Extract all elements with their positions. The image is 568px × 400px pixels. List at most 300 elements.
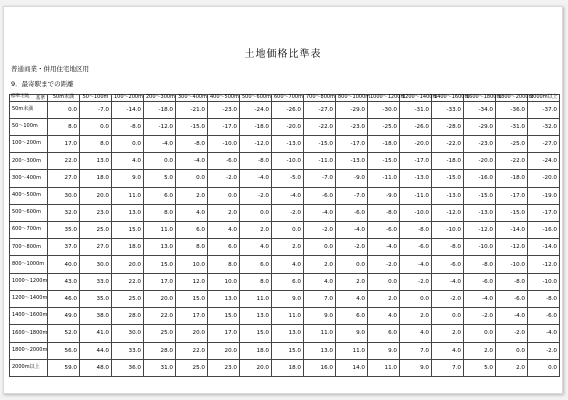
table-cell: 0.0	[48, 101, 80, 118]
table-cell: -31.0	[400, 101, 432, 118]
table-cell: -36.0	[496, 101, 528, 118]
table-cell: 23.0	[80, 204, 112, 221]
table-cell: 7.0	[304, 290, 336, 307]
row-header: 500～600m	[10, 204, 48, 221]
table-cell: -14.0	[528, 239, 560, 256]
table-cell: 0.0	[368, 273, 400, 290]
table-cell: 9.0	[272, 290, 304, 307]
table-cell: -13.0	[336, 153, 368, 170]
table-cell: -16.0	[528, 222, 560, 239]
column-header: 600～700m	[272, 95, 304, 102]
table-cell: 20.0	[240, 359, 272, 376]
table-cell: -10.0	[432, 222, 464, 239]
table-cell: -22.0	[304, 118, 336, 135]
column-header: 200～300m	[144, 95, 176, 102]
table-row	[10, 170, 560, 187]
column-header: 2000m以上	[528, 95, 560, 102]
table-cell: -17.0	[496, 187, 528, 204]
corner-label-top: 基準	[35, 96, 45, 101]
table-cell: 7.0	[432, 359, 464, 376]
table-cell: 4.0	[208, 222, 240, 239]
table-cell: 36.0	[112, 359, 144, 376]
table-cell: -8.0	[176, 135, 208, 152]
table-cell: -15.0	[368, 153, 400, 170]
table-cell: -18.0	[240, 118, 272, 135]
table-cell: -30.0	[368, 101, 400, 118]
table-cell: 11.0	[272, 308, 304, 325]
table-cell: 8.0	[48, 118, 80, 135]
table-cell: 4.0	[240, 239, 272, 256]
table-cell: 13.0	[240, 308, 272, 325]
table-cell: -20.0	[464, 153, 496, 170]
section-heading: 9．最寄駅までの距離	[11, 80, 74, 88]
table-cell: 11.0	[368, 359, 400, 376]
table-cell: -20.0	[400, 135, 432, 152]
table-cell: 40.0	[48, 256, 80, 273]
table-row	[10, 256, 560, 273]
table-cell: 0.0	[464, 325, 496, 342]
table-cell: 33.0	[80, 273, 112, 290]
table-cell: 22.0	[176, 342, 208, 359]
table-cell: 0.0	[272, 222, 304, 239]
table-cell: -4.0	[144, 135, 176, 152]
table-cell: -22.0	[432, 135, 464, 152]
table-cell: -29.0	[464, 118, 496, 135]
table-cell: -7.0	[304, 170, 336, 187]
table-cell: 32.0	[48, 204, 80, 221]
table-cell: 5.0	[464, 359, 496, 376]
table-cell: 38.0	[80, 308, 112, 325]
table-cell: -2.0	[496, 325, 528, 342]
table-cell: -33.0	[432, 101, 464, 118]
table-cell: 18.0	[240, 342, 272, 359]
table-cell: -2.0	[464, 308, 496, 325]
table-cell: -6.0	[336, 204, 368, 221]
table-cell: 13.0	[144, 239, 176, 256]
table-cell: -23.0	[464, 135, 496, 152]
table-cell: 23.0	[208, 359, 240, 376]
row-header: 1000～1200m	[10, 273, 48, 290]
row-header: 1800～2000m	[10, 342, 48, 359]
column-header: 1400～1600m	[432, 95, 464, 102]
table-cell: -8.0	[400, 222, 432, 239]
table-cell: 4.0	[336, 290, 368, 307]
table-cell: 0.0	[240, 204, 272, 221]
column-header: 1000～1200m	[368, 95, 400, 102]
table-cell: -8.0	[496, 273, 528, 290]
table-cell: -17.0	[400, 153, 432, 170]
table-cell: 14.0	[336, 359, 368, 376]
table-cell: 2.0	[400, 308, 432, 325]
table-cell: -24.0	[528, 153, 560, 170]
table-cell: 8.0	[80, 135, 112, 152]
table-cell: -6.0	[400, 239, 432, 256]
table-cell: -7.0	[336, 187, 368, 204]
document-page	[3, 6, 563, 394]
table-cell: -6.0	[464, 273, 496, 290]
table-cell: -6.0	[208, 153, 240, 170]
table-cell: 5.0	[144, 170, 176, 187]
table-cell: -14.0	[112, 101, 144, 118]
table-cell: 6.0	[272, 273, 304, 290]
table-cell: -26.0	[272, 101, 304, 118]
table-cell: 2.0	[336, 273, 368, 290]
table-cell: 37.0	[48, 239, 80, 256]
table-cell: 15.0	[272, 342, 304, 359]
table-cell: 15.0	[240, 325, 272, 342]
table-row	[10, 135, 560, 152]
table-cell: 11.0	[112, 187, 144, 204]
table-cell: 16.0	[304, 359, 336, 376]
table-cell: 13.0	[304, 342, 336, 359]
table-cell: 17.0	[144, 273, 176, 290]
row-header: 1200～1400m	[10, 290, 48, 307]
row-header: 700～800m	[10, 239, 48, 256]
table-row	[10, 153, 560, 170]
table-cell: 4.0	[112, 153, 144, 170]
table-cell: 4.0	[368, 308, 400, 325]
table-cell: -2.0	[304, 222, 336, 239]
table-cell: 56.0	[48, 342, 80, 359]
row-header: 100～200m	[10, 135, 48, 152]
table-cell: 7.0	[400, 342, 432, 359]
table-cell: 0.0	[144, 153, 176, 170]
table-cell: 15.0	[112, 222, 144, 239]
table-cell: 2.0	[368, 290, 400, 307]
table-cell: -27.0	[304, 101, 336, 118]
table-cell: -18.0	[432, 153, 464, 170]
column-header: 1800～2000m	[496, 95, 528, 102]
table-cell: -4.0	[304, 204, 336, 221]
table-cell: 8.0	[144, 204, 176, 221]
table-cell: -2.0	[528, 342, 560, 359]
table-cell: 8.0	[176, 239, 208, 256]
row-header: 300～400m	[10, 170, 48, 187]
table-row	[10, 308, 560, 325]
table-row	[10, 239, 560, 256]
table-cell: -4.0	[528, 325, 560, 342]
table-cell: 10.0	[176, 256, 208, 273]
table-cell: 2.0	[176, 187, 208, 204]
table-cell: 2.0	[272, 239, 304, 256]
table-cell: -25.0	[368, 118, 400, 135]
table-cell: -4.0	[240, 170, 272, 187]
column-header: 300～400m	[176, 95, 208, 102]
column-header: 500～600m	[240, 95, 272, 102]
table-cell: -4.0	[400, 256, 432, 273]
table-cell: -10.0	[208, 135, 240, 152]
table-cell: -32.0	[528, 118, 560, 135]
row-header: 1600～1800m	[10, 325, 48, 342]
table-cell: 12.0	[176, 273, 208, 290]
table-cell: -19.0	[528, 187, 560, 204]
table-cell: -11.0	[368, 170, 400, 187]
table-row	[10, 187, 560, 204]
table-cell: 0.0	[208, 187, 240, 204]
table-cell: -4.0	[432, 273, 464, 290]
table-cell: -4.0	[336, 222, 368, 239]
corner-label-bottom: 標準宅地	[11, 94, 30, 100]
table-cell: -20.0	[528, 170, 560, 187]
table-cell: -2.0	[272, 204, 304, 221]
table-cell: 4.0	[400, 325, 432, 342]
table-cell: 33.0	[112, 342, 144, 359]
table-cell: -13.0	[432, 187, 464, 204]
table-cell: 4.0	[176, 204, 208, 221]
table-cell: -17.0	[528, 204, 560, 221]
table-cell: 0.0	[400, 290, 432, 307]
table-cell: 11.0	[304, 325, 336, 342]
table-cell: -26.0	[400, 118, 432, 135]
table-cell: 22.0	[48, 153, 80, 170]
table-row	[10, 342, 560, 359]
table-cell: 13.0	[80, 153, 112, 170]
table-cell: 6.0	[336, 308, 368, 325]
table-cell: 9.0	[112, 170, 144, 187]
table-cell: -10.0	[464, 239, 496, 256]
table-row	[10, 290, 560, 307]
table-cell: 17.0	[48, 135, 80, 152]
table-cell: 4.0	[432, 342, 464, 359]
table-cell: 46.0	[48, 290, 80, 307]
table-cell: -6.0	[496, 290, 528, 307]
column-header: 1600～1800m	[464, 95, 496, 102]
row-header: 50m未満	[10, 101, 48, 118]
table-cell: -25.0	[496, 135, 528, 152]
table-cell: -4.0	[464, 290, 496, 307]
table-cell: -15.0	[304, 135, 336, 152]
table-cell: -10.0	[528, 273, 560, 290]
table-cell: -22.0	[496, 153, 528, 170]
table-cell: 17.0	[208, 325, 240, 342]
column-header: 1200～1400m	[400, 95, 432, 102]
table-cell: 25.0	[144, 325, 176, 342]
table-cell: -8.0	[432, 239, 464, 256]
table-row	[10, 204, 560, 221]
table-cell: 22.0	[112, 273, 144, 290]
table-cell: -28.0	[432, 118, 464, 135]
table-cell: -34.0	[464, 101, 496, 118]
column-header: 50～100m	[80, 95, 112, 102]
table-cell: 25.0	[112, 290, 144, 307]
table-cell: 11.0	[144, 222, 176, 239]
table-cell: -8.0	[464, 256, 496, 273]
column-header: 100～200m	[112, 95, 144, 102]
table-cell: -8.0	[112, 118, 144, 135]
table-cell: -2.0	[368, 256, 400, 273]
table-cell: 15.0	[208, 308, 240, 325]
table-cell: -20.0	[272, 118, 304, 135]
table-cell: -18.0	[368, 135, 400, 152]
header-row	[10, 95, 560, 102]
table-cell: -10.0	[400, 204, 432, 221]
table-cell: -4.0	[368, 239, 400, 256]
table-cell: -12.0	[528, 256, 560, 273]
table-cell: -7.0	[80, 101, 112, 118]
table-cell: -13.0	[464, 204, 496, 221]
table-cell: 35.0	[48, 222, 80, 239]
table-cell: 2.0	[464, 342, 496, 359]
table-cell: -9.0	[368, 187, 400, 204]
table-row	[10, 101, 560, 118]
table-cell: 31.0	[144, 359, 176, 376]
table-cell: -15.0	[464, 187, 496, 204]
table-cell: -15.0	[496, 204, 528, 221]
table-cell: 4.0	[272, 256, 304, 273]
table-cell: 30.0	[80, 256, 112, 273]
table-row	[10, 273, 560, 290]
table-cell: 8.0	[208, 256, 240, 273]
table-cell: 6.0	[144, 187, 176, 204]
table-cell: 2.0	[432, 325, 464, 342]
table-cell: 30.0	[112, 325, 144, 342]
table-cell: -8.0	[528, 290, 560, 307]
table-cell: 15.0	[176, 290, 208, 307]
table-cell: -2.0	[240, 187, 272, 204]
row-header: 400～500m	[10, 187, 48, 204]
table-cell: -6.0	[432, 256, 464, 273]
table-cell: 35.0	[80, 290, 112, 307]
table-cell: 13.0	[272, 325, 304, 342]
table-cell: -12.0	[240, 135, 272, 152]
table-cell: 49.0	[48, 308, 80, 325]
table-cell: -21.0	[176, 101, 208, 118]
table-cell: 6.0	[368, 325, 400, 342]
row-header: 1400～1600m	[10, 308, 48, 325]
table-cell: 4.0	[304, 273, 336, 290]
table-cell: 20.0	[80, 187, 112, 204]
table-cell: 0.0	[112, 135, 144, 152]
table-cell: -16.0	[464, 170, 496, 187]
table-cell: 0.0	[176, 170, 208, 187]
table-cell: 59.0	[48, 359, 80, 376]
table-cell: 48.0	[80, 359, 112, 376]
table-cell: -8.0	[240, 153, 272, 170]
table-cell: 0.0	[336, 256, 368, 273]
table-cell: -24.0	[240, 101, 272, 118]
table-cell: 28.0	[144, 342, 176, 359]
table-cell: -12.0	[432, 204, 464, 221]
table-row	[10, 359, 560, 376]
table-cell: 41.0	[80, 325, 112, 342]
table-cell: 0.0	[528, 359, 560, 376]
table-cell: 11.0	[336, 342, 368, 359]
column-header: 400～500m	[208, 95, 240, 102]
table-cell: -37.0	[528, 101, 560, 118]
table-cell: -27.0	[528, 135, 560, 152]
price-comparison-table	[9, 94, 560, 377]
table-cell: -13.0	[400, 170, 432, 187]
table-cell: 10.0	[208, 273, 240, 290]
table-cell: 0.0	[432, 308, 464, 325]
document-title: 土地価格比準表	[244, 49, 322, 60]
table-cell: 52.0	[48, 325, 80, 342]
table-cell: 9.0	[304, 308, 336, 325]
table-cell: -2.0	[208, 170, 240, 187]
table-cell: 11.0	[240, 290, 272, 307]
row-header: 50～100m	[10, 118, 48, 135]
table-cell: -14.0	[496, 222, 528, 239]
table-cell: 9.0	[336, 325, 368, 342]
table-cell: -13.0	[272, 135, 304, 152]
row-header: 200～300m	[10, 153, 48, 170]
table-cell: 20.0	[112, 256, 144, 273]
table-cell: -11.0	[304, 153, 336, 170]
table-cell: -17.0	[208, 118, 240, 135]
table-cell: 25.0	[176, 359, 208, 376]
table-row	[10, 222, 560, 239]
table-cell: 2.0	[496, 359, 528, 376]
table-cell: -17.0	[336, 135, 368, 152]
table-cell: 15.0	[144, 256, 176, 273]
table-cell: -2.0	[432, 290, 464, 307]
table-cell: 18.0	[80, 170, 112, 187]
table-cell: -10.0	[496, 256, 528, 273]
table-cell: -9.0	[336, 170, 368, 187]
table-cell: -6.0	[528, 308, 560, 325]
table-cell: -6.0	[368, 222, 400, 239]
table-cell: -11.0	[400, 187, 432, 204]
table-cell: -29.0	[336, 101, 368, 118]
row-header: 800～1000m	[10, 256, 48, 273]
table-cell: -10.0	[272, 153, 304, 170]
table-cell: 0.0	[496, 342, 528, 359]
table-cell: -18.0	[496, 170, 528, 187]
table-cell: 22.0	[144, 308, 176, 325]
table-cell: -23.0	[208, 101, 240, 118]
table-cell: 17.0	[176, 308, 208, 325]
table-row	[10, 118, 560, 135]
table-cell: 2.0	[208, 204, 240, 221]
table-cell: 9.0	[400, 359, 432, 376]
table-cell: 43.0	[48, 273, 80, 290]
column-header: 50m未満	[48, 95, 80, 102]
table-cell: -4.0	[176, 153, 208, 170]
table-cell: -8.0	[368, 204, 400, 221]
table-cell: 27.0	[80, 239, 112, 256]
table-cell: -18.0	[144, 101, 176, 118]
table-cell: 25.0	[80, 222, 112, 239]
table-cell: 20.0	[208, 342, 240, 359]
table-cell: 44.0	[80, 342, 112, 359]
table-cell: 8.0	[240, 273, 272, 290]
corner-cell	[10, 95, 48, 102]
table-cell: 6.0	[208, 239, 240, 256]
row-header: 2000m以上	[10, 359, 48, 376]
table-cell: -15.0	[176, 118, 208, 135]
table-cell: -2.0	[336, 239, 368, 256]
table-row	[10, 325, 560, 342]
table-cell: 6.0	[176, 222, 208, 239]
table-cell: -4.0	[272, 187, 304, 204]
table-cell: -15.0	[432, 170, 464, 187]
table-cell: -2.0	[400, 273, 432, 290]
table-cell: -6.0	[304, 187, 336, 204]
table-cell: 0.0	[304, 239, 336, 256]
table-cell: 28.0	[112, 308, 144, 325]
table-body	[10, 101, 560, 377]
table-cell: 20.0	[176, 325, 208, 342]
document-subtitle: 普通商業・併用住宅地区用	[11, 65, 89, 73]
table-cell: 6.0	[240, 256, 272, 273]
table-cell: 9.0	[368, 342, 400, 359]
column-header: 700～800m	[304, 95, 336, 102]
table-cell: -12.0	[464, 222, 496, 239]
table-cell: 18.0	[272, 359, 304, 376]
table-cell: -12.0	[144, 118, 176, 135]
table-cell: -31.0	[496, 118, 528, 135]
table-cell: 13.0	[208, 290, 240, 307]
